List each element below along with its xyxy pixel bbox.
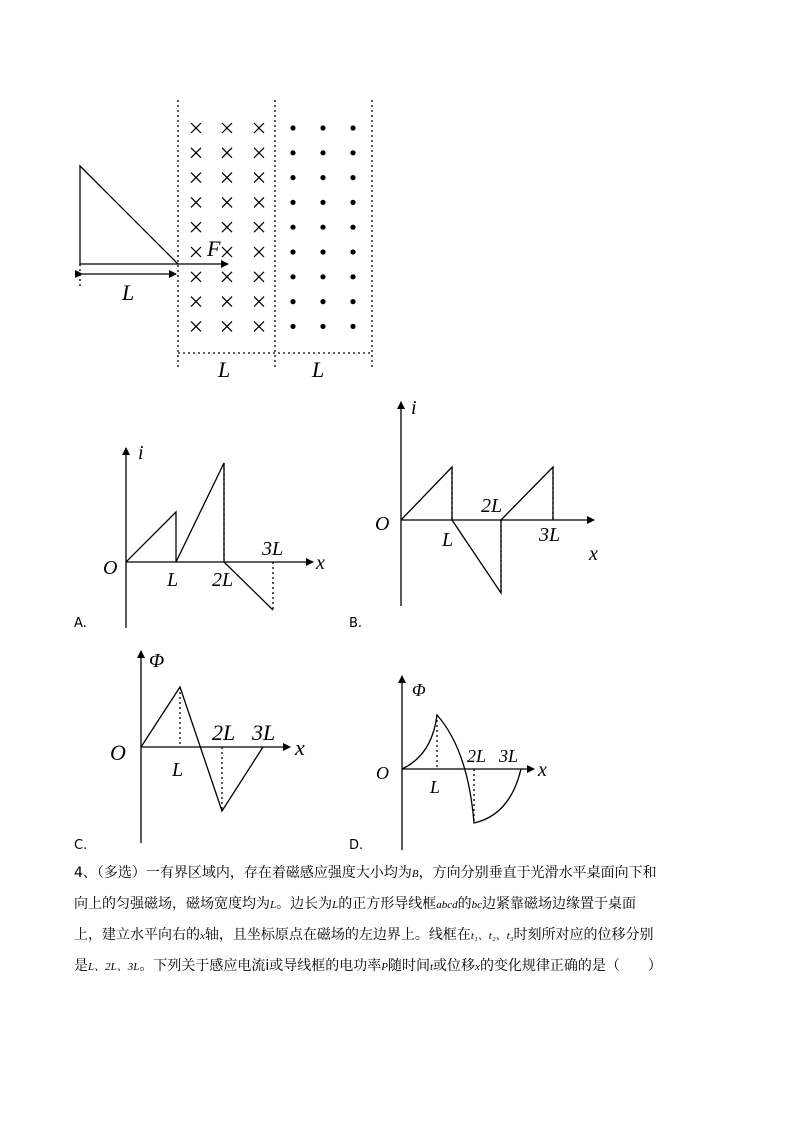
field-dot-mark — [290, 150, 295, 155]
field-cross-mark — [254, 297, 264, 307]
symbol-x: x — [200, 930, 205, 942]
question-text-segment: 边紧靠磁场边缘置于桌面 — [482, 896, 637, 912]
graph-a-y-label: i — [138, 442, 144, 464]
option-a-label: A. — [74, 616, 87, 631]
graph-d-origin: O — [376, 763, 389, 783]
symbol-t: t — [429, 961, 434, 973]
into-page-field-crosses — [191, 123, 264, 331]
question-text-segment: ，方向分别垂直于光滑水平桌面向下和 — [418, 865, 657, 881]
graph-a-x-label: x — [316, 552, 325, 574]
graph-b-tick-2L: 2L — [481, 495, 503, 517]
field-cross-mark — [191, 247, 201, 257]
field-dot-mark — [350, 125, 355, 130]
field-cross-mark — [254, 321, 264, 331]
graph-a-curve — [126, 463, 273, 610]
graph-d-tick-L: L — [430, 777, 441, 797]
question-text-segment: 上，建立水平向右的 — [74, 927, 200, 943]
field-dot-mark — [320, 125, 325, 130]
symbol-L: L — [332, 899, 339, 911]
field-cross-mark — [191, 321, 201, 331]
graph-a-tick-2L: 2L — [212, 569, 234, 591]
triangle-frame — [80, 166, 178, 264]
question-text-segment: 轴，且坐标原点在磁场的左边界上。线框在 — [204, 927, 471, 943]
field-dot-mark — [320, 225, 325, 230]
field-cross-mark — [222, 321, 232, 331]
field-cross-mark — [191, 173, 201, 183]
symbol-t-times: t₁、t₂、t₃ — [470, 930, 514, 942]
field-cross-mark — [191, 148, 201, 158]
field-dot-mark — [350, 274, 355, 279]
symbol-abcd: abcd — [436, 899, 458, 911]
field-dot-mark — [350, 150, 355, 155]
graph-c-tick-3L: 3L — [252, 720, 276, 745]
graph-a — [74, 442, 325, 631]
graph-b-x-label: x — [589, 543, 598, 565]
field-cross-mark — [191, 272, 201, 282]
question-text-segment: 向上的匀强磁场，磁场宽度均为 — [74, 896, 270, 912]
question-text-segment: 的变化规律正确的是（ ） — [479, 958, 662, 974]
field-cross-mark — [254, 173, 264, 183]
graph-d — [349, 676, 547, 853]
question-text-segment: 是 — [74, 958, 88, 974]
field-dot-mark — [290, 175, 295, 180]
field-dot-mark — [350, 175, 355, 180]
graph-b-tick-L: L — [442, 529, 454, 551]
field2-width-label: L — [312, 357, 325, 382]
graph-c — [74, 650, 305, 853]
question-text-segment: 随时间 — [387, 958, 430, 974]
field-dot-mark — [290, 274, 295, 279]
symbol-x: x — [475, 961, 480, 973]
field-dot-mark — [350, 225, 355, 230]
field-dot-mark — [320, 200, 325, 205]
field-cross-mark — [254, 272, 264, 282]
field-dot-mark — [320, 249, 325, 254]
graph-a-tick-3L: 3L — [262, 538, 284, 560]
field-dot-mark — [350, 324, 355, 329]
field-dot-mark — [290, 225, 295, 230]
field1-width-label: L — [218, 357, 231, 382]
question-text-segment: 或位移 — [433, 958, 476, 974]
graph-d-y-label: Φ — [412, 680, 426, 700]
question-text-segment: 的正方形导线框 — [338, 896, 437, 912]
field-cross-mark — [191, 297, 201, 307]
field-cross-mark — [191, 123, 201, 133]
field-cross-mark — [254, 148, 264, 158]
graph-c-tick-L: L — [172, 759, 184, 781]
field-cross-mark — [222, 272, 232, 282]
question-line-3 — [74, 920, 654, 952]
symbol-L: L — [270, 899, 277, 911]
field-dot-mark — [350, 200, 355, 205]
field-cross-mark — [222, 197, 232, 207]
frame-length-label: L — [122, 280, 135, 305]
symbol-bc: bc — [471, 899, 483, 911]
field-dot-mark — [320, 274, 325, 279]
question-text-segment: 4、（多选）一有界区域内，存在着磁感应强度大小均为 — [74, 865, 412, 881]
field-dot-mark — [320, 299, 325, 304]
field-cross-mark — [254, 123, 264, 133]
field-dot-mark — [290, 125, 295, 130]
graph-c-y-label: Φ — [149, 650, 165, 672]
graph-c-x-label: x — [295, 735, 305, 760]
graph-b-y-label: i — [411, 397, 417, 419]
field-cross-mark — [222, 297, 232, 307]
graph-b-tick-3L: 3L — [539, 524, 561, 546]
field-dot-mark — [320, 324, 325, 329]
option-b-label: B. — [349, 616, 363, 631]
graph-d-tick-2L: 2L — [467, 746, 487, 766]
field-cross-mark — [254, 197, 264, 207]
graph-c-curve — [141, 687, 263, 811]
graph-b-curve — [401, 467, 553, 593]
graph-c-tick-2L: 2L — [212, 720, 236, 745]
field-cross-mark — [222, 123, 232, 133]
question-line-4 — [74, 951, 662, 983]
symbol-B: B — [411, 868, 419, 880]
field-cross-mark — [191, 197, 201, 207]
symbol-P: P — [381, 961, 388, 973]
question-text-segment: 。下列关于感应电流i或导线框的电功率 — [139, 958, 382, 974]
force-label: F — [207, 236, 221, 261]
option-c-label: C. — [74, 838, 88, 853]
field-cross-mark — [254, 222, 264, 232]
field-cross-mark — [222, 222, 232, 232]
question-line-1 — [74, 858, 657, 890]
graph-c-origin: O — [110, 740, 126, 765]
field-dot-mark — [290, 324, 295, 329]
field-dot-mark — [350, 249, 355, 254]
field-dot-mark — [290, 299, 295, 304]
graph-d-tick-3L: 3L — [499, 746, 519, 766]
graph-b-origin: O — [375, 513, 390, 535]
question-text-segment: 的 — [457, 896, 472, 912]
graph-d-x-label: x — [538, 759, 547, 781]
field-dot-mark — [290, 200, 295, 205]
question-text-segment: 。边长为 — [276, 896, 333, 912]
graph-a-origin: O — [103, 557, 118, 579]
field-cross-mark — [222, 173, 232, 183]
question-text-segment: 时刻所对应的位移分别 — [513, 927, 654, 943]
field-dot-mark — [350, 299, 355, 304]
field-cross-mark — [222, 247, 232, 257]
symbol-L-values: L、2L、3L — [88, 961, 140, 973]
graph-a-tick-L: L — [167, 569, 179, 591]
field-dot-mark — [320, 175, 325, 180]
field-dot-mark — [320, 150, 325, 155]
out-of-page-field-dots — [290, 125, 355, 329]
field-cross-mark — [191, 222, 201, 232]
field-cross-mark — [222, 148, 232, 158]
field-dot-mark — [290, 249, 295, 254]
graph-b — [349, 397, 598, 631]
question-line-2 — [74, 889, 636, 921]
field-cross-mark — [254, 247, 264, 257]
option-d-label: D. — [349, 838, 364, 853]
